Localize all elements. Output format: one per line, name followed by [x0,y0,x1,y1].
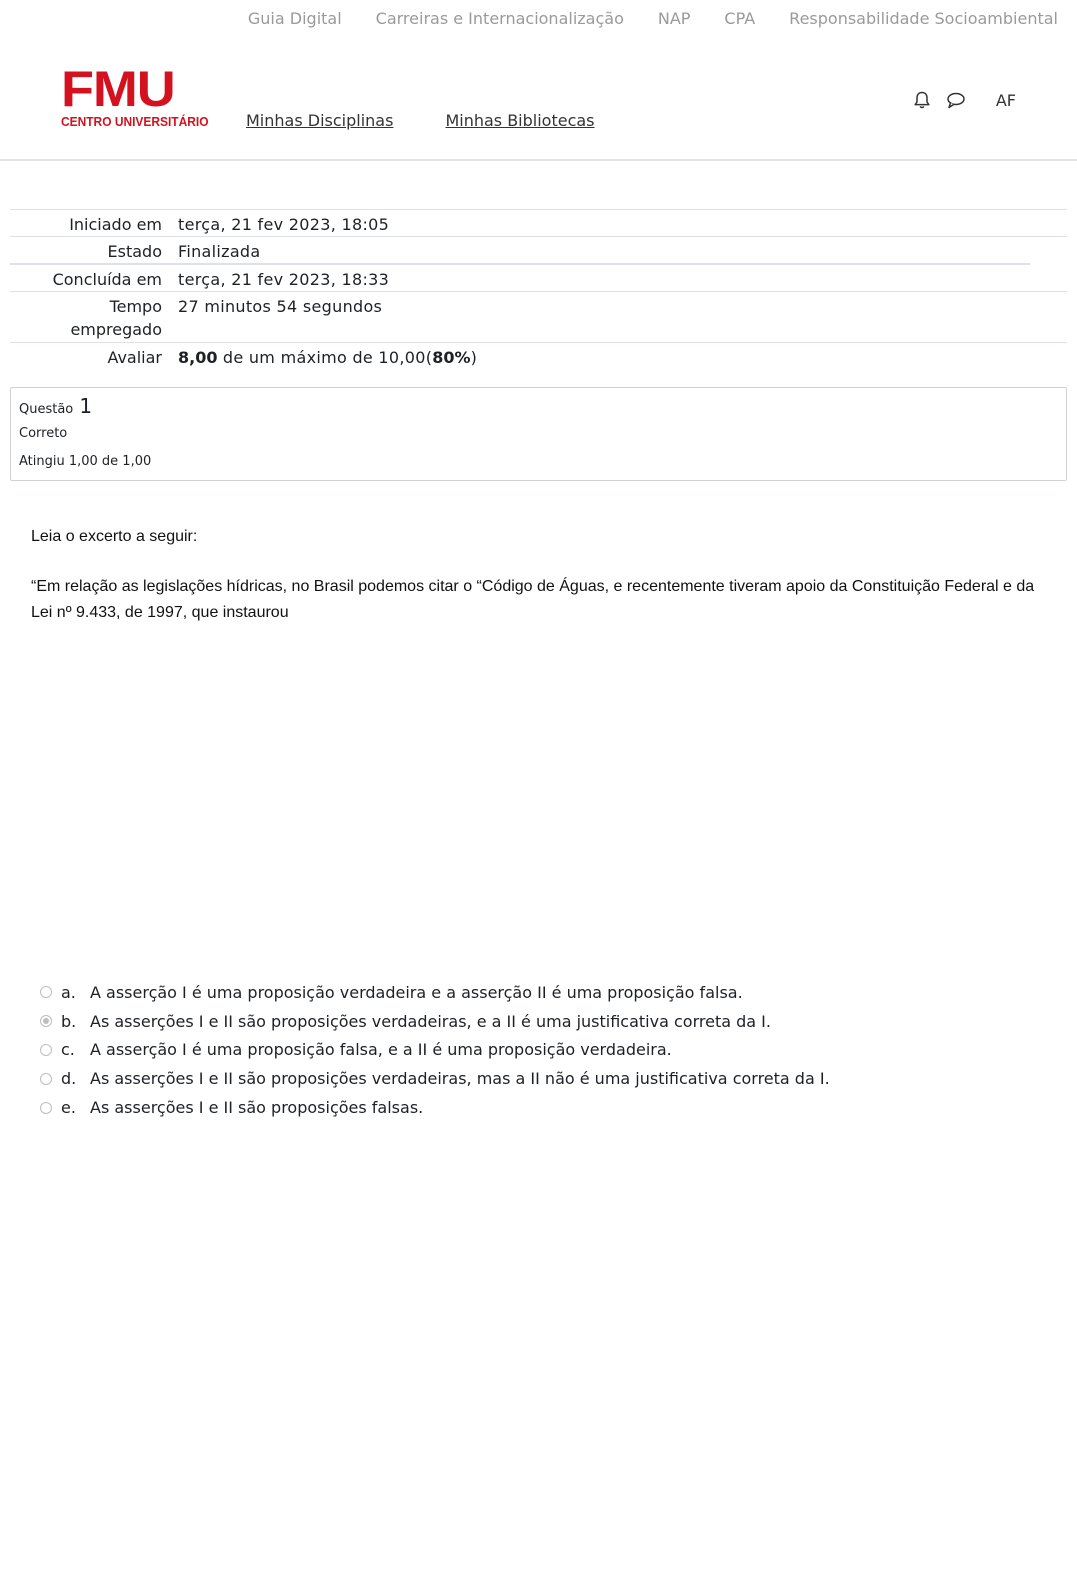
question-state: Correto [19,426,68,441]
question-text [31,524,1046,650]
answer-option-b[interactable] [40,1007,830,1036]
bell-icon[interactable] [912,90,932,110]
answer-option-e[interactable] [40,1093,830,1122]
answer-text: A asserção I é uma proposição verdadeira e a asserção II é uma proposição falsa. [90,982,743,1002]
answer-text: As asserções I e II são proposições verdadeiras, mas a II não é uma justificativa correta da I. [90,1069,830,1089]
user-tools [912,90,1016,110]
question-number-value: 1 [79,394,93,418]
radio-button[interactable] [40,986,52,998]
estado-label: Estado [107,242,162,261]
question-intro: Leia o excerto a seguir: [31,528,198,545]
avaliar-grade: 8,00 [178,348,218,367]
attempt-summary-table [10,209,1067,369]
answer-options [40,978,830,1122]
summary-row-concluida [10,265,1067,292]
radio-button-selected[interactable] [40,1015,52,1027]
answer-letter: b. [61,1011,77,1031]
iniciado-label: Iniciado em [69,215,162,234]
estado-value: Finalizada [178,242,261,261]
answer-text: As asserções I e II são proposições falsas. [90,1098,424,1118]
nav-minhas-bibliotecas[interactable]: Minhas Bibliotecas [445,111,595,130]
answer-text: A asserção I é uma proposição falsa, e a II é uma proposição verdadeira. [90,1040,672,1060]
radio-button[interactable] [40,1073,52,1085]
answer-letter: e. [61,1098,76,1118]
concluida-value: terça, 21 fev 2023, 18:33 [178,270,390,289]
answer-option-a[interactable] [40,978,830,1007]
link-responsabilidade[interactable]: Responsabilidade Socioambiental [789,9,1058,28]
link-cpa[interactable]: CPA [724,9,756,28]
answer-option-d[interactable] [40,1064,830,1093]
question-info-box [10,387,1067,481]
avaliar-close: ) [470,348,478,367]
concluida-label: Concluída em [52,270,162,289]
main-nav [246,111,595,130]
top-utility-nav [248,9,1058,28]
answer-text: As asserções I e II são proposições verdadeiras, e a II é uma justificativa correta da I. [90,1011,771,1031]
link-guia-digital[interactable]: Guia Digital [247,9,342,28]
logo-wordmark: FMU [61,61,175,117]
tempo-value: 27 minutos 54 segundos [178,297,383,316]
question-label: Questão [19,402,74,417]
question-grade: Atingiu 1,00 de 1,00 [19,454,152,469]
answer-letter: d. [61,1069,77,1089]
radio-button[interactable] [40,1102,52,1114]
nav-minhas-disciplinas[interactable]: Minhas Disciplinas [246,111,394,130]
question-number [19,394,92,418]
summary-row-tempo [10,292,1067,343]
fmu-logo[interactable] [61,61,209,130]
link-nap[interactable]: NAP [657,9,691,28]
avaliar-value [178,343,477,369]
avaliar-percent: 80% [432,348,471,367]
summary-row-estado [10,237,1030,265]
iniciado-value: terça, 21 fev 2023, 18:05 [178,215,390,234]
answer-option-c[interactable] [40,1036,830,1065]
chat-icon[interactable] [946,90,966,110]
avaliar-label: Avaliar [107,348,162,367]
summary-row-iniciado [10,210,1067,237]
site-header [0,50,1077,161]
avaliar-max: de um máximo de 10,00( [222,348,433,367]
logo-subtitle: CENTRO UNIVERSITÁRIO [61,114,209,129]
answer-letter: c. [61,1040,75,1060]
answer-letter: a. [61,982,76,1002]
user-avatar[interactable]: AF [995,90,1016,110]
question-excerpt: “Em relação as legislações hídricas, no Brasil podemos citar o “Código de Águas, e recentemente tiveram apoio da Constituição Federal e da Lei nº 9.433, de 1997, que instaurou [31,578,1035,621]
radio-button[interactable] [40,1044,52,1056]
summary-row-avaliar [10,343,1067,369]
tempo-label: Tempo empregado [70,297,162,339]
link-carreiras[interactable]: Carreiras e Internacionalização [375,9,624,28]
